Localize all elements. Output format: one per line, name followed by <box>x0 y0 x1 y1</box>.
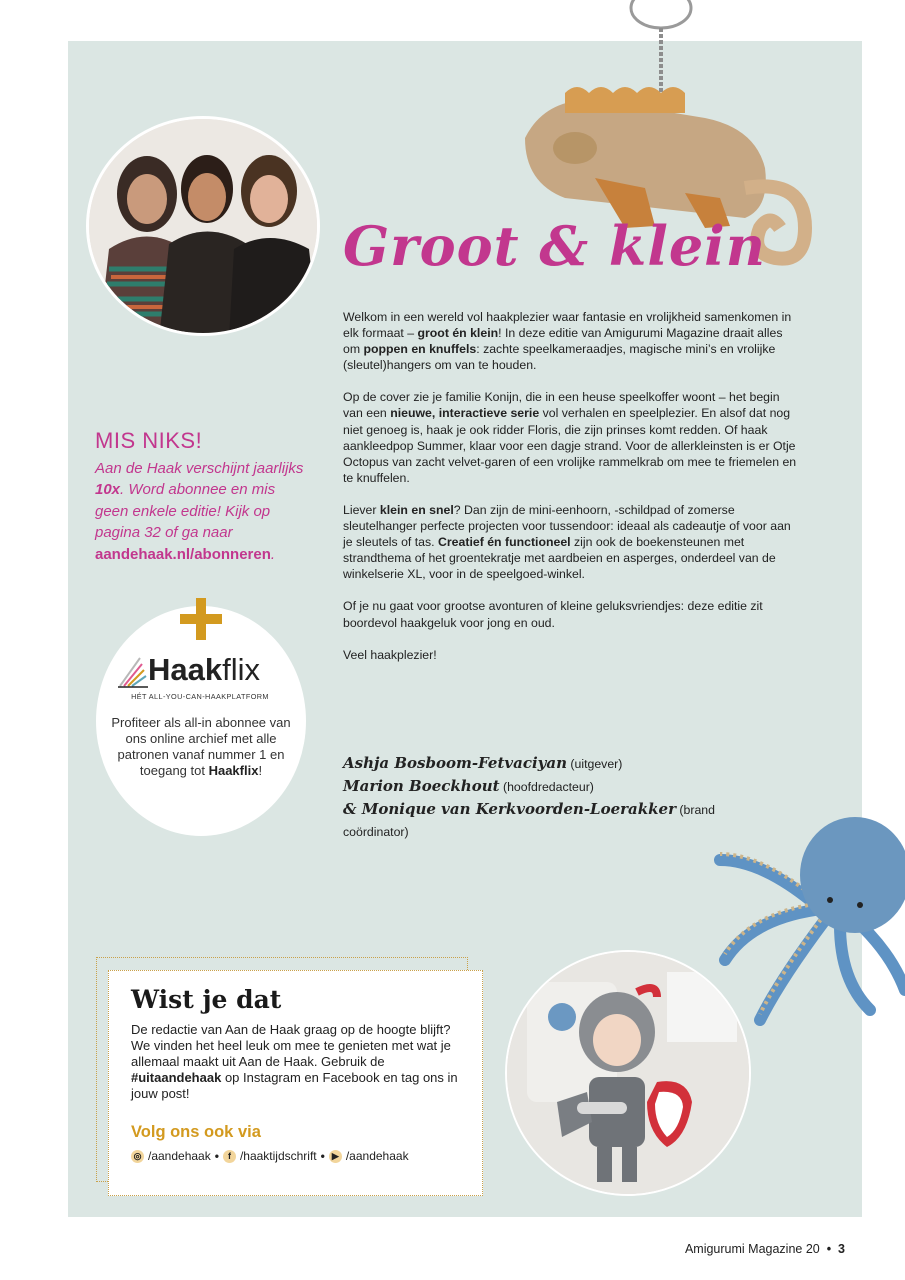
editorial-text <box>343 309 798 679</box>
octopus-illustration <box>700 790 905 1030</box>
signature-line: Ashja Bosboom-Fetvaciyan (uitgever) <box>343 754 623 772</box>
paragraph: Liever klein en snel? Dan zijn de mini-eenhoorn, -schildpad of zomerse sleutelhanger perfecte projecten voor tussendoor: ideaal als cadeautje of voor aan je sleutels of tas. Creatief én functioneel zijn ook de boekensteunen met strandthema of het groentekratje met aardbeien en asperges, onderdeel van de winkelserie XL, voor in de speelgoed-winkel. <box>343 502 791 582</box>
social-handle-instagram[interactable]: /aandehaak <box>148 1149 211 1163</box>
haakflix-logo: Haakflix <box>118 652 288 692</box>
page-footer: Amigurumi Magazine 20 • 3 <box>684 1242 845 1256</box>
paragraph: Welkom in een wereld vol haakplezier waar fantasie en vrolijkheid samenkomen in elk formaat – groot én klein! In deze editie van Amigurumi Magazine draait alles om poppen en knuffels: zachte speelkameraadjes, magische mini’s en vrolijke (sleutel)hangers om van te houden. <box>343 310 792 373</box>
instagram-icon: ◎ <box>131 1150 144 1163</box>
social-handle-video[interactable]: /aandehaak <box>345 1149 409 1163</box>
haakflix-text: Profiteer als all-in abonnee van ons online archief met alle patronen vanaf nummer 1 en toegang tot Haakflix! <box>111 715 291 778</box>
haakflix-tagline: HÉT ALL-YOU-CAN-HAAKPLATFORM <box>131 692 269 701</box>
wist-je-dat-title: Wist je dat <box>131 985 282 1014</box>
subscribe-link[interactable]: aandehaak.nl/abonneren <box>95 545 271 563</box>
separator-dot: • <box>320 1149 325 1163</box>
hashtag: #uitaandehaak <box>131 1070 222 1086</box>
wist-je-dat-text: De redactie van Aan de Haak graag op de hoogte blijft? We vinden het heel leuk om mee te genieten met wat je allemaal maakt uit Aan de Haak. Gebruik de #uitaandehaak op Instagram en Facebook en tag ons in jouw post! <box>131 1022 458 1102</box>
mis-niks-text: Aan de Haak verschijnt jaarlijks 10x. Word abonnee en mis geen enkele editie! Kijk op pagina 32 of ga naar aandehaak.nl/abonneren. <box>95 460 304 563</box>
facebook-icon: f <box>223 1150 236 1163</box>
knight-photo <box>505 950 751 1196</box>
signature-line: & Monique van Kerkvoorden-Loerakker (brand coördinator) <box>343 800 715 839</box>
follow-heading: Volg ons ook via <box>131 1123 261 1141</box>
plus-icon <box>180 598 222 640</box>
paragraph: Op de cover zie je familie Konijn, die in een heuse speelkoffer woont – het begin van een nieuwe, interactieve serie vol verhalen en speelplezier. En alsof dat nog niet genoeg is, haak je ook ridder Floris, die zijn prinses komt redden. Of haak aankleedpop Summer, klaar voor een dagje strand. Voor de allerkleinsten is er Otje Octopus van zacht velvet-garen of een vrolijke rammelkrab om mee te friemelen en te knuffelen. <box>343 390 797 485</box>
haakflix-mark-icon <box>118 654 148 690</box>
page-title: Groot & klein <box>343 214 766 278</box>
mis-niks-heading: MIS NIKS! <box>95 428 203 453</box>
social-handle-facebook[interactable]: /haaktijdschrift <box>239 1149 317 1163</box>
signature-line: Marion Boeckhout (hoofdredacteur) <box>343 777 594 795</box>
separator-dot: • <box>214 1149 219 1163</box>
video-icon: ▶ <box>329 1150 342 1163</box>
paragraph: Veel haakplezier! <box>343 647 437 662</box>
team-photo <box>86 116 320 336</box>
social-links <box>131 1149 471 1163</box>
paragraph: Of je nu gaat voor grootse avonturen of kleine geluksvriendjes: deze editie zit boordevol haakgeluk voor jong en oud. <box>343 599 763 630</box>
page-number: 3 <box>838 1242 845 1256</box>
